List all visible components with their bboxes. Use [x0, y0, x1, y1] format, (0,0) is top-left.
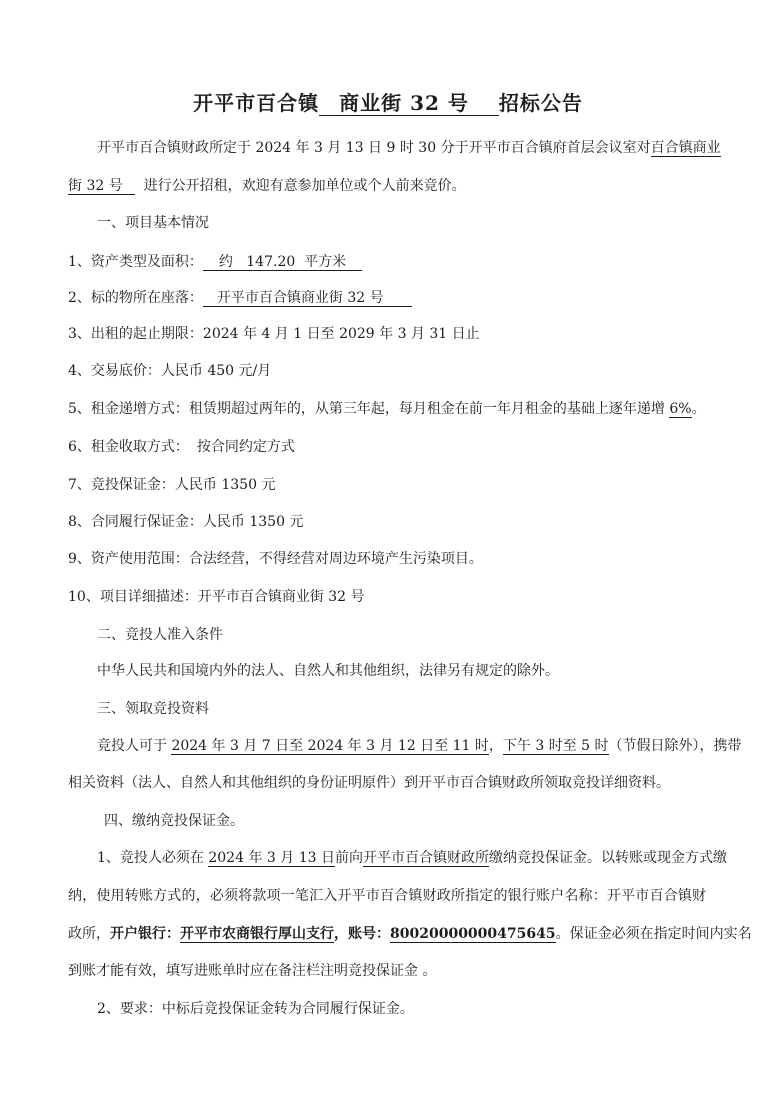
item-description	[68, 586, 706, 608]
section-4-p1-line-3	[68, 923, 752, 945]
intro-line-1	[97, 137, 721, 159]
section-3-line-2: 相关资料（法人、自然人和其他组织的身份证明原件）到开平市百合镇财政所领取竞投详细资料。	[68, 775, 670, 791]
intro-property-underlined: 百合镇商业	[650, 140, 721, 156]
intro-text-cont: 进行公开招租，欢迎有意参加单位或个人前来竞价。	[134, 178, 466, 194]
item-bid-deposit	[68, 474, 706, 496]
item-label: 2、标的物所在座落：	[68, 290, 203, 306]
account-label: ，账号：	[334, 926, 390, 942]
item-value: 租赁期超过两年的，从第三年起，每月租金在前一年月租金的基础上逐年递增	[188, 401, 670, 417]
section-2-heading: 二、竞投人准入条件	[97, 627, 223, 643]
item-value: 人民币 450 元/月	[160, 363, 272, 379]
deposit-deadline: 2024 年 3 月 13 日	[208, 850, 335, 866]
item-label: 4、交易底价：	[68, 363, 161, 379]
item-label: 5、租金递增方式：	[68, 401, 189, 417]
item-location	[68, 287, 706, 309]
item-label: 3、出租的起止期限：	[68, 326, 203, 342]
deposit-lead: 1、竞投人必须在	[97, 850, 209, 866]
item-value: 合法经营，不得经营对周边环境产生污染项目。	[188, 551, 483, 567]
item-reserve-price	[68, 360, 706, 382]
section-3-heading: 三、领取竞投资料	[97, 701, 209, 717]
section-4-p2: 2、要求：中标后竞投保证金转为合同履行保证金。	[97, 1001, 414, 1017]
item-value: 人民币 1350 元	[202, 514, 304, 530]
title-suffix: 招标公告	[498, 91, 583, 115]
intro-line-2	[68, 175, 706, 197]
item-lease-period	[68, 323, 706, 345]
intro-property-underlined-cont: 街 32 号	[68, 178, 135, 195]
item-usage-scope	[68, 548, 706, 570]
bank-name: 开平市农商银行厚山支行	[180, 926, 334, 942]
item-label: 6、租金收取方式：	[68, 439, 189, 455]
deposit-note: 。保证金必须在指定时间内实名	[555, 926, 752, 942]
increase-rate: 6%	[669, 401, 692, 417]
notice-title	[0, 87, 776, 119]
section-4-p1-line-1	[97, 847, 727, 869]
item-value: 开平市百合镇商业街 32 号	[203, 290, 412, 307]
item-asset-type	[68, 251, 706, 273]
title-prefix: 开平市百合镇	[193, 91, 320, 115]
item-rent-increase	[68, 398, 706, 420]
title-subject: 商业街 32 号	[319, 91, 499, 116]
item-rent-collection	[68, 436, 706, 458]
pickup-lead: 竞投人可于	[97, 738, 172, 754]
item-label: 1、资产类型及面积：	[68, 254, 203, 270]
intro-text: 开平市百合镇财政所定于 2024 年 3 月 13 日 9 时 30 分于开平市百合镇府首层会议室对	[97, 140, 651, 156]
deposit-tail: 缴纳竞投保证金。以转账或现金方式缴	[488, 850, 727, 866]
section-4-p1-line-2: 纳，使用转账方式的，必须将款项一笔汇入开平市百合镇财政所指定的银行账户名称：开平市百合镇财	[68, 888, 706, 904]
item-performance-deposit	[68, 511, 706, 533]
section-1-heading: 一、项目基本情况	[97, 215, 209, 231]
item-label: 7、竞投保证金：	[68, 477, 175, 493]
pickup-tail: （节假日除外），携带	[608, 738, 742, 754]
item-end: 。	[691, 401, 706, 417]
item-value: 2024 年 4 月 1 日至 2029 年 3 月 31 日止	[202, 326, 480, 342]
item-value: 人民币 1350 元	[174, 477, 276, 493]
account-name-end: 政所，	[68, 926, 110, 942]
item-value: 按合同约定方式	[196, 439, 295, 455]
section-4-heading: 四、缴纳竞投保证金。	[104, 813, 244, 829]
pickup-period: 2024 年 3 月 7 日至 2024 年 3 月 12 日至 11 时	[171, 738, 489, 754]
item-label: 8、合同履行保证金：	[68, 514, 203, 530]
pickup-afternoon: 下午 3 时至 5 时	[502, 738, 609, 754]
item-value: 开平市百合镇商业街 32 号	[197, 589, 365, 605]
deposit-payee: 开平市百合镇财政所	[362, 850, 489, 866]
deposit-mid: 前向	[334, 850, 363, 866]
item-label: 10、项目详细描述：	[68, 589, 198, 605]
bank-label: 开户银行：	[110, 926, 180, 942]
section-2-text: 中华人民共和国境内外的法人、自然人和其他组织，法律另有规定的除外。	[97, 663, 559, 679]
pickup-separator: ，	[488, 738, 503, 754]
section-4-p1-line-4: 到账才能有效，填写进账单时应在备注栏注明竞投保证金 。	[68, 963, 437, 979]
account-number: 80020000000475645	[390, 926, 556, 942]
item-value: 约 147.20 平方米	[203, 254, 362, 271]
section-3-line-1	[97, 735, 742, 757]
item-label: 9、资产使用范围：	[68, 551, 189, 567]
